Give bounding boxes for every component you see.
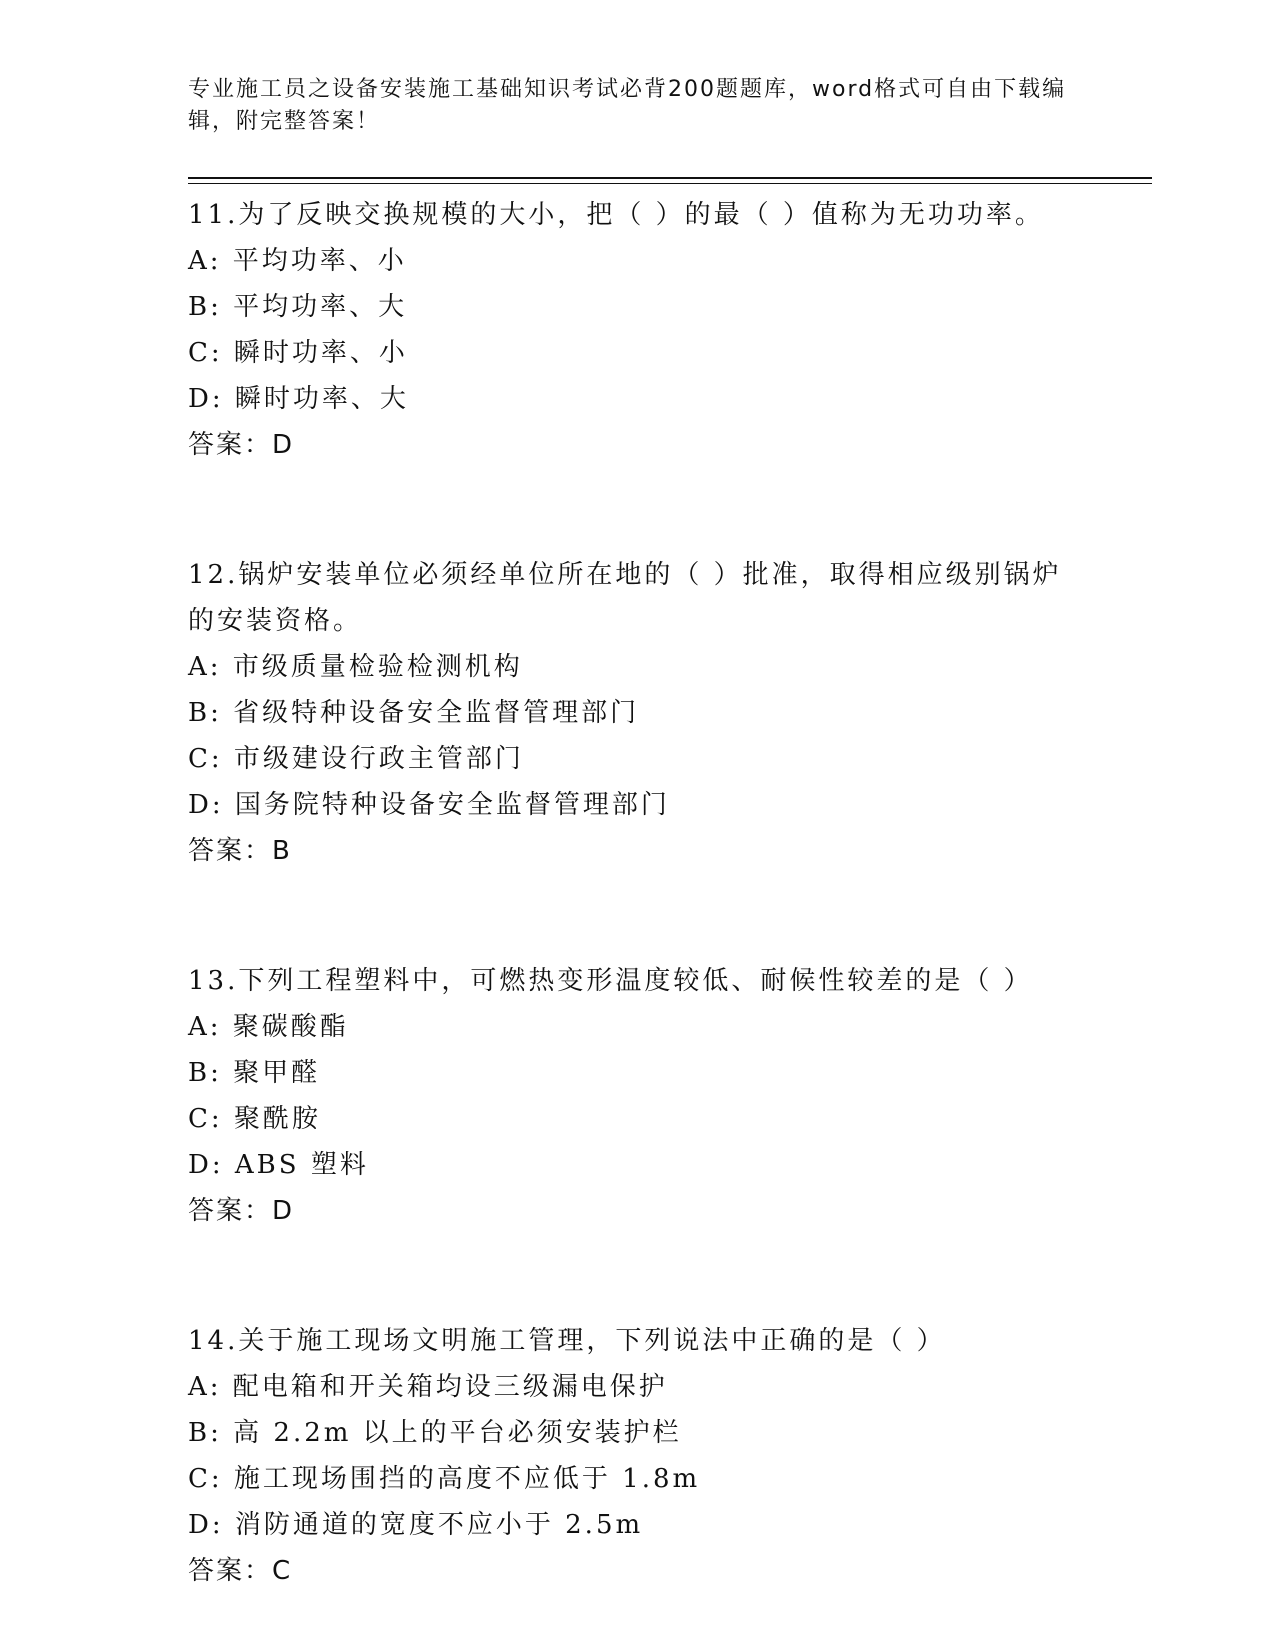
option-d: D: 国务院特种设备安全监督管理部门 (188, 790, 670, 820)
option-c: C: 市级建设行政主管部门 (188, 744, 524, 774)
answer-label: 答案：D (188, 430, 295, 460)
option-a: A: 平均功率、小 (188, 246, 407, 276)
question-14 (188, 1318, 1088, 1594)
question-spacer (188, 468, 1088, 552)
option-b: B: 平均功率、大 (188, 292, 408, 322)
document-header: 专业施工员之设备安装施工基础知识考试必背200题题库，word格式可自由下载编辑，附完整答案！ (188, 77, 1067, 134)
answer-label: 答案：D (188, 1196, 295, 1226)
question-spacer (188, 1234, 1088, 1318)
question-spacer (188, 874, 1088, 958)
question-stem: 14.关于施工现场文明施工管理，下列说法中正确的是（ ） (188, 1326, 946, 1356)
option-d: D: 瞬时功率、大 (188, 384, 409, 414)
header-divider-thin (188, 183, 1152, 184)
question-11 (188, 192, 1088, 468)
answer-label: 答案：C (188, 1556, 293, 1586)
option-c: C: 施工现场围挡的高度不应低于 1.8m (188, 1464, 701, 1494)
question-12 (188, 552, 1088, 874)
option-a: A: 聚碳酸酯 (188, 1012, 349, 1042)
answer-label: 答案：B (188, 836, 292, 866)
question-13 (188, 958, 1088, 1234)
question-list (188, 192, 1088, 1594)
option-b: B: 高 2.2m 以上的平台必须安装护栏 (188, 1418, 682, 1448)
option-c: C: 瞬时功率、小 (188, 338, 408, 368)
option-a: A: 市级质量检验检测机构 (188, 652, 523, 682)
option-b: B: 聚甲醛 (188, 1058, 321, 1088)
question-stem: 13.下列工程塑料中，可燃热变形温度较低、耐候性较差的是（ ） (188, 966, 1033, 996)
option-c: C: 聚酰胺 (188, 1104, 321, 1134)
option-d: D: ABS 塑料 (188, 1150, 369, 1180)
option-d: D: 消防通道的宽度不应小于 2.5m (188, 1510, 644, 1540)
header-divider-thick (188, 177, 1152, 179)
question-stem: 12.锅炉安装单位必须经单位所在地的（ ）批准，取得相应级别锅炉的安装资格。 (188, 560, 1062, 636)
option-a: A: 配电箱和开关箱均设三级漏电保护 (188, 1372, 668, 1402)
option-b: B: 省级特种设备安全监督管理部门 (188, 698, 640, 728)
question-stem: 11.为了反映交换规模的大小，把（ ）的最（ ）值称为无功功率。 (188, 200, 1044, 230)
